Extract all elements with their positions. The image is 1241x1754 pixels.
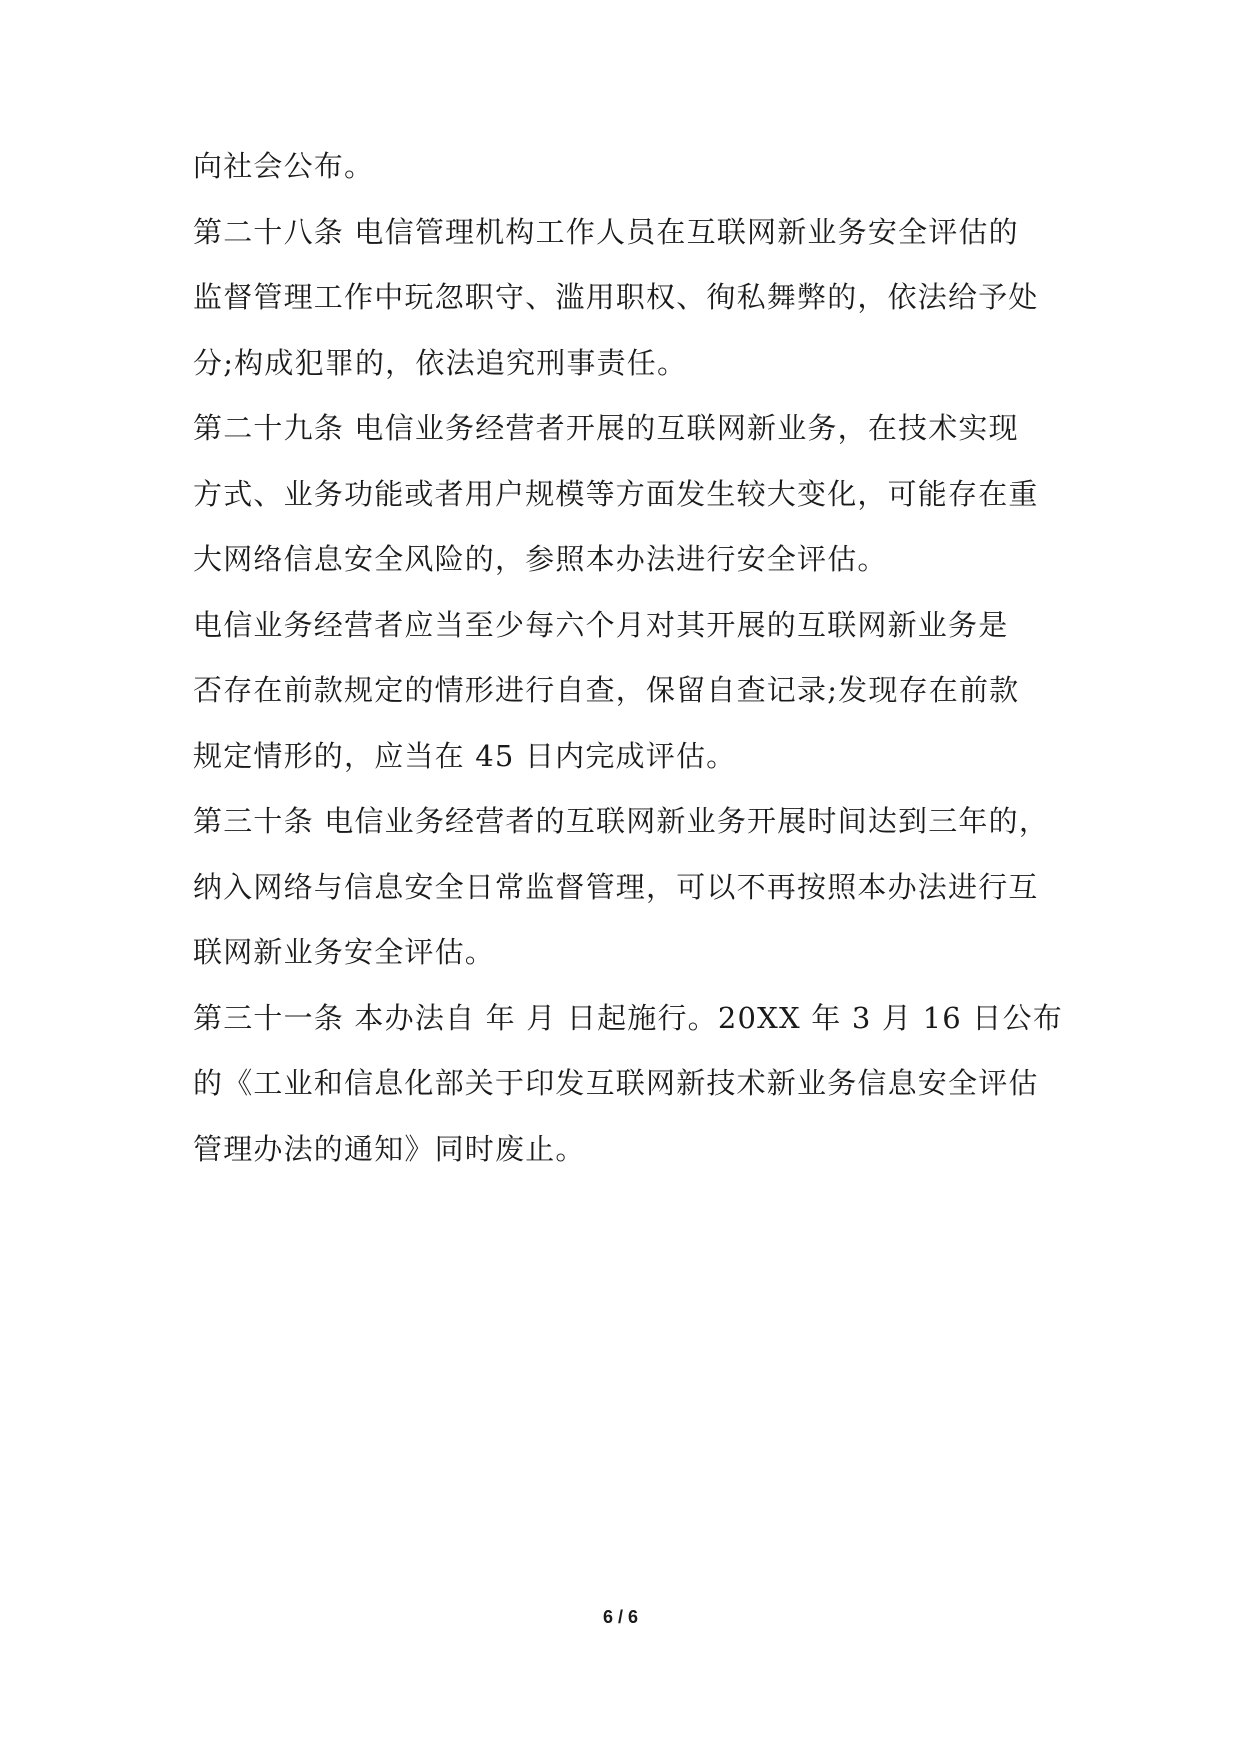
text-line: 向社会公布。 xyxy=(193,149,375,183)
text-line: 方式、业务功能或者用户规模等方面发生较大变化，可能存在重 xyxy=(193,476,1039,511)
text-line: 监督管理工作中玩忽职守、滥用职权、徇私舞弊的，依法给予处 xyxy=(193,280,1039,314)
text-line: 管理办法的通知》同时废止。 xyxy=(193,1131,586,1166)
text-line: 纳入网络与信息安全日常监督管理，可以不再按照本办法进行互 xyxy=(193,869,1039,904)
text-line: 的《工业和信息化部关于印发互联网新技术新业务信息安全评估 xyxy=(193,1066,1039,1100)
text-line: 第二十九条 电信业务经营者开展的互联网新业务，在技术实现 xyxy=(193,411,1019,445)
text-line: 第二十八条 电信管理机构工作人员在互联网新业务安全评估的 xyxy=(193,214,1019,249)
text-line: 联网新业务安全评估。 xyxy=(193,935,496,969)
text-line: 第三十一条 本办法自 年 月 日起施行。20XX 年 3 月 16 日公布 xyxy=(193,1000,1063,1035)
text-line: 第三十条 电信业务经营者的互联网新业务开展时间达到三年的， xyxy=(193,804,1050,838)
page-number: 6 / 6 xyxy=(602,1607,639,1627)
text-line: 分;构成犯罪的，依法追究刑事责任。 xyxy=(193,345,688,380)
document-body xyxy=(193,145,1073,1193)
text-line: 大网络信息安全风险的，参照本办法进行安全评估。 xyxy=(193,542,888,576)
text-line: 否存在前款规定的情形进行自查，保留自查记录;发现存在前款 xyxy=(193,673,1020,707)
text-line: 规定情形的，应当在 45 日内完成评估。 xyxy=(193,738,737,773)
text-line: 电信业务经营者应当至少每六个月对其开展的互联网新业务是 xyxy=(193,607,1009,642)
